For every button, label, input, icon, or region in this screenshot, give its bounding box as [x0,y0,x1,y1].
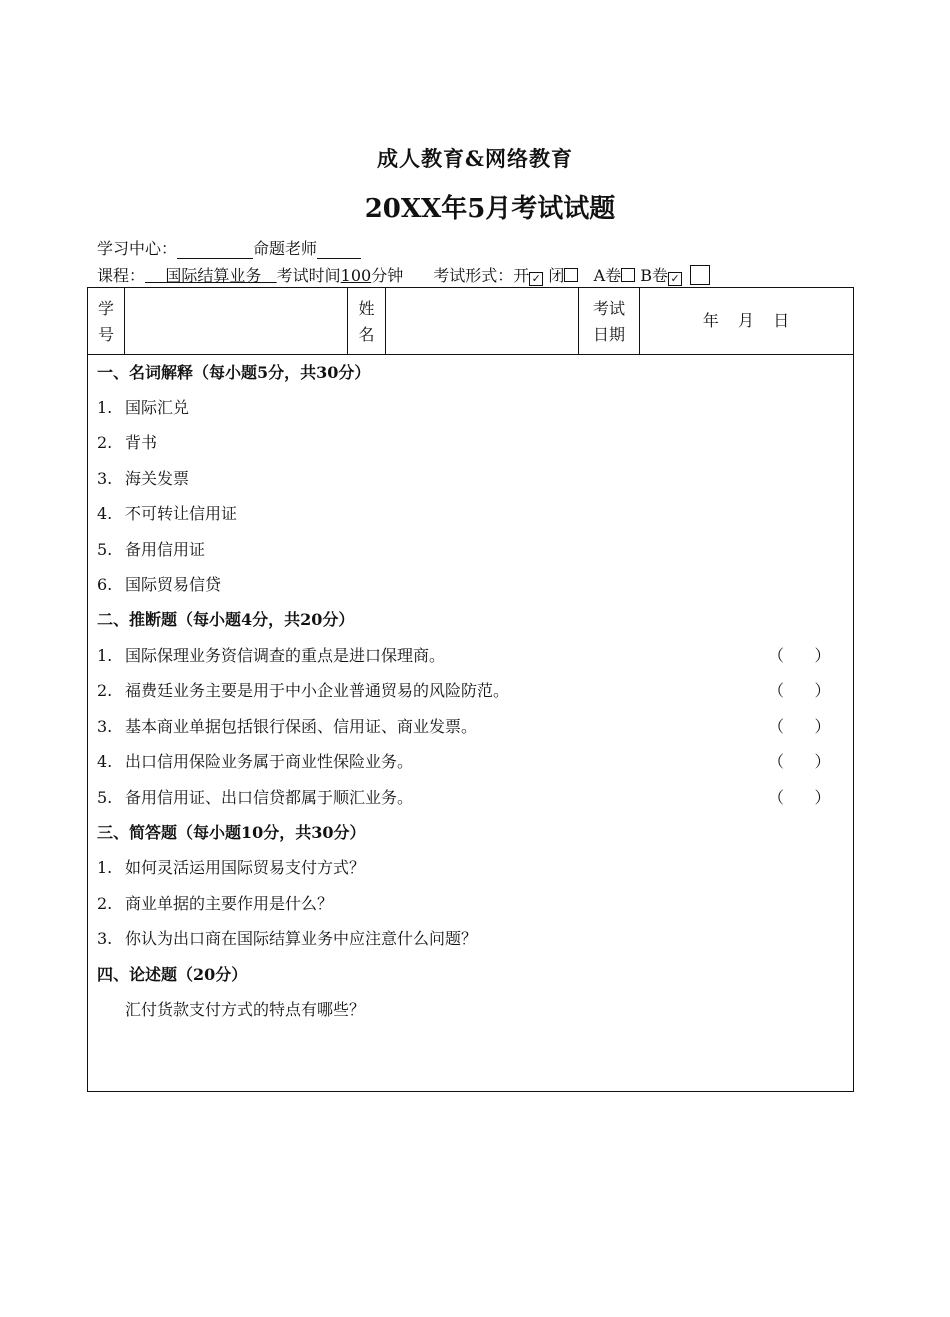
exam-title: 20XX年5月考试试题 [364,194,616,224]
question-item: 6. 国际贸易信贷 [97,575,222,594]
name-label: 姓 名 [358,299,375,344]
extra-checkbox[interactable] [690,265,710,285]
divider [124,288,125,354]
exam-date-label: 考试 日期 [592,299,625,344]
section-title: 三、简答题（每小题10分，共30分） [97,823,366,842]
exam-date-value: 年 月 日 [702,311,791,330]
study-center-label: 学习中心： [97,239,178,258]
answer-blank[interactable]: （ ） [768,681,831,700]
question-item: 5. 备用信用证、出口信贷都属于顺汇业务。 [97,788,414,807]
answer-blank[interactable]: （ ） [768,646,831,665]
essay-question: 汇付货款支付方式的特点有哪些？ [125,1000,366,1019]
teacher-label: 命题老师 [253,239,318,258]
section-title: 一、名词解释（每小题5分，共30分） [97,363,371,382]
answer-blank[interactable]: （ ） [768,752,831,771]
closed-label: 闭 [548,266,565,285]
open-label: 开 [513,266,530,285]
course-name: 国际结算业务 [165,266,262,285]
exam-table [87,287,854,1092]
question-item: 2. 商业单据的主要作用是什么？ [97,894,334,913]
paper-b-label: B卷 [640,266,669,285]
student-id-label: 学 号 [97,299,114,344]
divider [385,288,386,354]
teacher-blank[interactable] [317,242,361,259]
course-label: 课程： [97,266,146,285]
question-item: 3. 基本商业单据包括银行保函、信用证、商业发票。 [97,717,478,736]
exam-form-label: 考试形式： [433,266,514,285]
question-item: 1. 国际汇兑 [97,398,190,417]
question-item: 5. 备用信用证 [97,540,206,559]
question-item: 4. 不可转让信用证 [97,504,238,523]
question-item: 3. 你认为出口商在国际结算业务中应注意什么问题？ [97,929,478,948]
question-item: 2. 背书 [97,433,158,452]
question-item: 4. 出口信用保险业务属于商业性保险业务。 [97,752,414,771]
table-header-row [88,288,853,355]
section-title: 二、推断题（每小题4分，共20分） [97,610,355,629]
info-line-1 [97,236,361,259]
study-center-blank[interactable] [177,242,253,259]
exam-time-label: 考试时间 [276,266,341,285]
org-title: 成人教育&网络教育 [377,146,573,171]
answer-blank[interactable]: （ ） [768,788,831,807]
question-item: 1. 国际保理业务资信调查的重点是进口保理商。 [97,646,446,665]
paper-b-checkbox[interactable]: ✓ [668,272,682,286]
open-checkbox[interactable]: ✓ [529,272,543,286]
closed-checkbox[interactable] [564,268,578,282]
question-item: 3. 海关发票 [97,469,190,488]
question-item: 2. 福费廷业务主要是用于中小企业普通贸易的风险防范。 [97,681,510,700]
question-item: 1. 如何灵活运用国际贸易支付方式？ [97,858,366,877]
paper-a-label: A卷 [593,266,622,285]
answer-blank[interactable]: （ ） [768,717,831,736]
section-title: 四、论述题（20分） [97,965,248,984]
info-line-2 [97,263,710,286]
exam-time-unit: 分钟 [371,266,404,285]
exam-time-value: 100 [340,266,372,285]
paper-a-checkbox[interactable] [621,268,635,282]
